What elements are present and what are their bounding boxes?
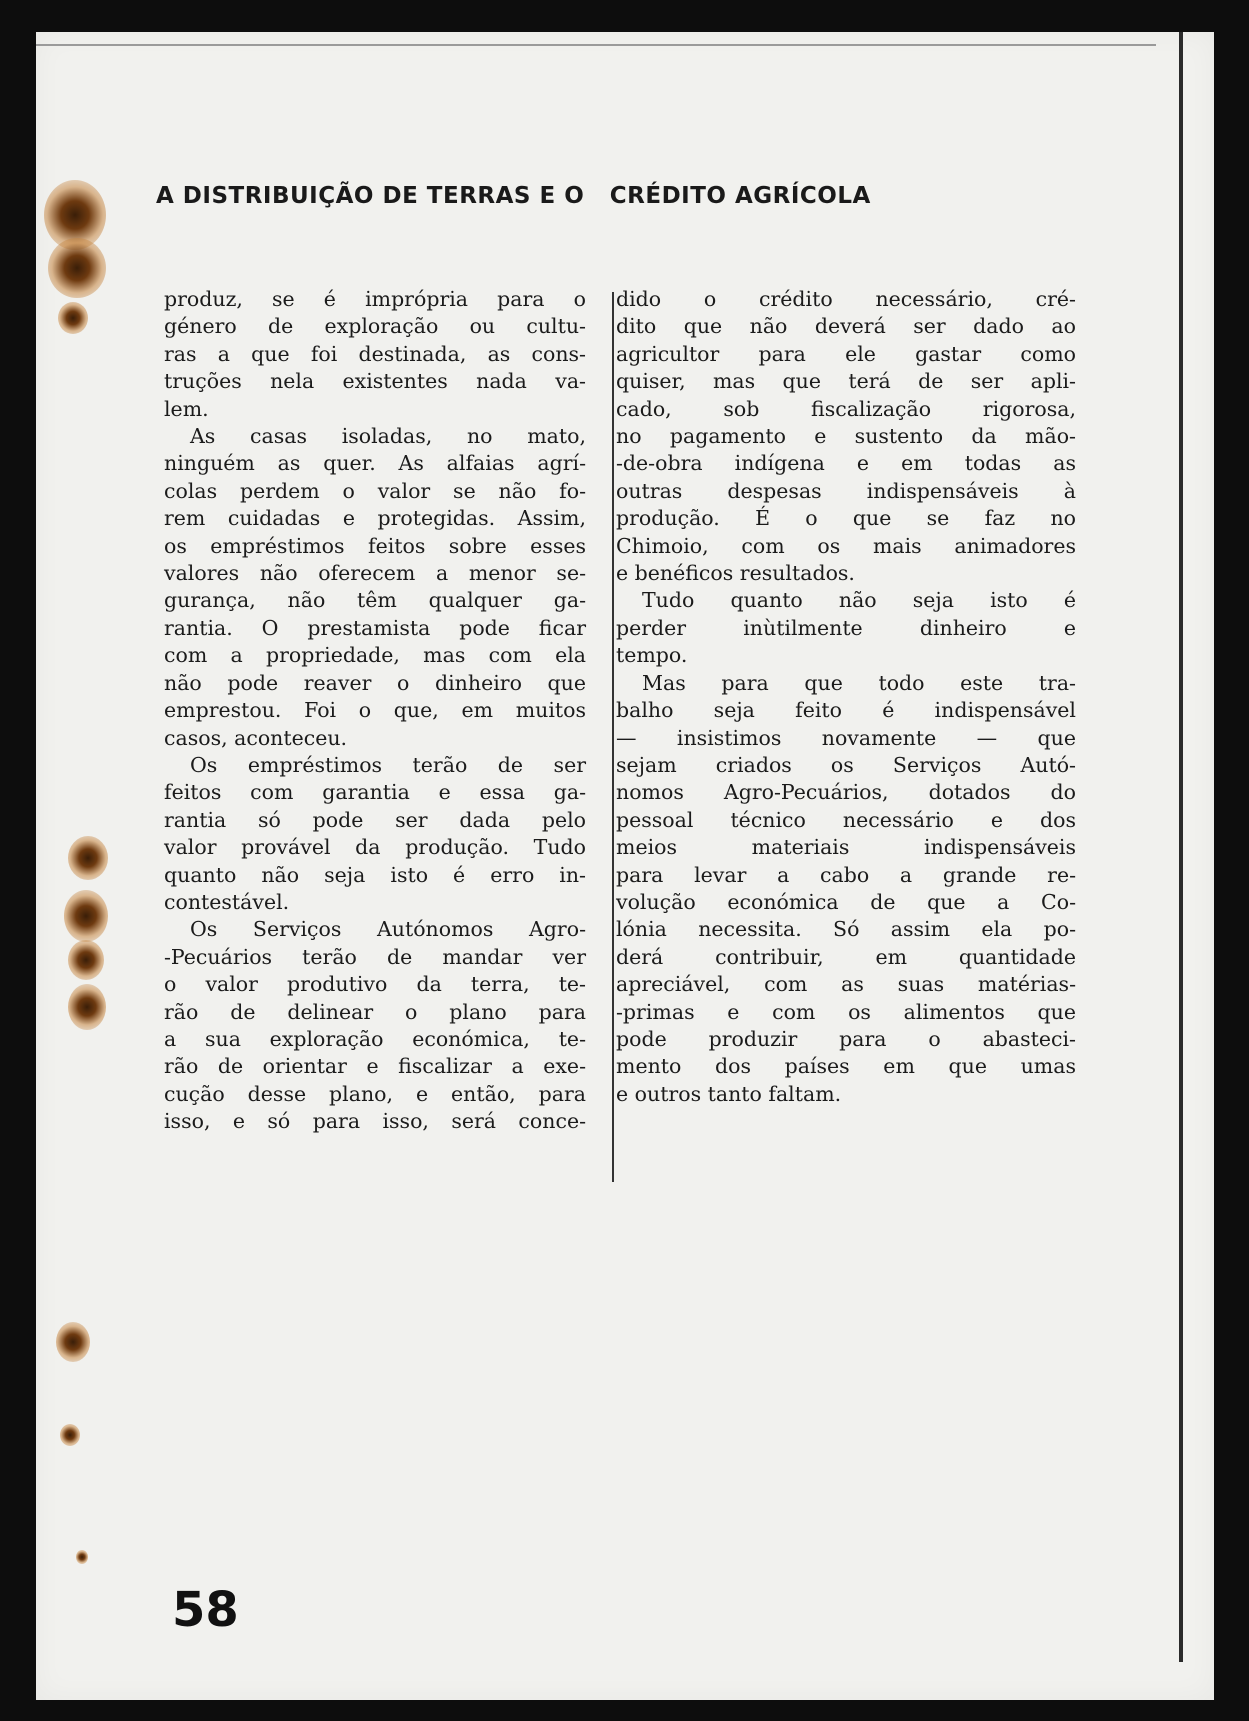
text-line: -Pecuários terão de mandar ver bbox=[164, 944, 586, 969]
text-line: rão de delinear o plano para bbox=[164, 999, 586, 1024]
text-line: para levar a cabo a grande re- bbox=[616, 862, 1076, 887]
burn-stain bbox=[58, 302, 88, 334]
text-line: no pagamento e sustento da mão- bbox=[616, 424, 1076, 449]
burn-stain bbox=[48, 238, 106, 298]
text-line: truções nela existentes nada va- bbox=[164, 369, 586, 394]
text-column-right bbox=[616, 286, 1076, 1108]
text-line: — insistimos novamente — que bbox=[616, 725, 1076, 750]
text-line: produz, se é imprópria para o bbox=[164, 287, 586, 311]
text-line: tempo. bbox=[616, 643, 688, 668]
text-line: cado, sob fiscalização rigorosa, bbox=[616, 396, 1076, 421]
text-line: mento dos países em que umas bbox=[616, 1054, 1076, 1079]
text-line: derá contribuir, em quantidade bbox=[616, 944, 1076, 969]
text-line: género de exploração ou cultu- bbox=[164, 314, 586, 339]
right-margin-rule bbox=[1179, 32, 1183, 1662]
text-line: -de-obra indígena e em todas as bbox=[616, 451, 1076, 476]
text-line: cução desse plano, e então, para bbox=[164, 1081, 586, 1106]
text-line: sejam criados os Serviços Autó- bbox=[616, 752, 1076, 777]
text-line: agricultor para ele gastar como bbox=[616, 341, 1076, 366]
top-rule bbox=[36, 44, 1156, 46]
burn-stain bbox=[76, 1550, 88, 1564]
text-line: dito que não deverá ser dado ao bbox=[616, 314, 1076, 339]
text-column-left bbox=[164, 286, 586, 1136]
text-line: volução económica de que a Co- bbox=[616, 889, 1076, 914]
text-line: apreciável, com as suas matérias- bbox=[616, 972, 1076, 997]
burn-stain bbox=[60, 1424, 80, 1446]
text-line: Tudo quanto não seja isto é bbox=[642, 588, 1076, 613]
column-divider bbox=[612, 292, 614, 1182]
text-line: valores não oferecem a menor se- bbox=[164, 561, 586, 586]
text-line: As casas isoladas, no mato, bbox=[190, 424, 586, 449]
text-line: ninguém as quer. As alfaias agrí- bbox=[164, 451, 586, 476]
article-title: A DISTRIBUIÇÃO DE TERRAS E O CRÉDITO AGRÍCOLA bbox=[156, 183, 871, 209]
text-line: lónia necessita. Só assim ela po- bbox=[616, 917, 1076, 942]
text-line: outras despesas indispensáveis à bbox=[616, 478, 1076, 503]
text-line: emprestou. Foi o que, em muitos bbox=[164, 698, 586, 723]
text-line: Os Serviços Autónomos Agro- bbox=[190, 917, 586, 942]
text-line: Os empréstimos terão de ser bbox=[190, 752, 586, 777]
burn-stain bbox=[68, 940, 104, 980]
text-line: quanto não seja isto é erro in- bbox=[164, 862, 586, 887]
text-line: os empréstimos feitos sobre esses bbox=[164, 533, 586, 558]
text-line: perder inùtilmente dinheiro e bbox=[616, 615, 1076, 640]
burn-stain bbox=[68, 836, 108, 880]
text-line: pessoal técnico necessário e dos bbox=[616, 807, 1076, 832]
text-line: pode produzir para o abasteci- bbox=[616, 1026, 1076, 1051]
text-line: feitos com garantia e essa ga- bbox=[164, 780, 586, 805]
text-line: com a propriedade, mas com ela bbox=[164, 643, 586, 668]
text-line: Chimoio, com os mais animadores bbox=[616, 533, 1076, 558]
burn-stain bbox=[68, 984, 106, 1030]
text-line: quiser, mas que terá de ser apli- bbox=[616, 369, 1076, 394]
text-line: Mas para que todo este tra- bbox=[642, 670, 1076, 695]
text-line: rem cuidadas e protegidas. Assim, bbox=[164, 506, 586, 531]
text-line: rantia. O prestamista pode ficar bbox=[164, 615, 586, 640]
burn-stain bbox=[64, 890, 108, 942]
text-line: não pode reaver o dinheiro que bbox=[164, 670, 586, 695]
burn-stain bbox=[56, 1322, 90, 1362]
text-line: lem. bbox=[164, 396, 209, 421]
page-number: 58 bbox=[172, 1582, 239, 1638]
text-line: -primas e com os alimentos que bbox=[616, 999, 1076, 1024]
text-line: balho seja feito é indispensável bbox=[616, 698, 1076, 723]
text-line: e outros tanto faltam. bbox=[616, 1081, 842, 1106]
text-line: produção. É o que se faz no bbox=[616, 506, 1076, 531]
text-line: casos, aconteceu. bbox=[164, 725, 348, 750]
text-line: rão de orientar e fiscalizar a exe- bbox=[164, 1054, 586, 1079]
text-line: isso, e só para isso, será conce- bbox=[164, 1109, 586, 1134]
text-line: nomos Agro-Pecuários, dotados do bbox=[616, 780, 1076, 805]
text-line: a sua exploração económica, te- bbox=[164, 1026, 586, 1051]
text-line: valor provável da produção. Tudo bbox=[164, 835, 586, 860]
text-line: rantia só pode ser dada pelo bbox=[164, 807, 586, 832]
text-line: contestável. bbox=[164, 889, 290, 914]
text-line: e benéficos resultados. bbox=[616, 561, 855, 586]
text-line: meios materiais indispensáveis bbox=[616, 835, 1076, 860]
text-line: dido o crédito necessário, cré- bbox=[616, 287, 1076, 311]
text-line: colas perdem o valor se não fo- bbox=[164, 478, 586, 503]
text-line: gurança, não têm qualquer ga- bbox=[164, 588, 586, 613]
text-line: ras a que foi destinada, as cons- bbox=[164, 341, 586, 366]
text-line: o valor produtivo da terra, te- bbox=[164, 972, 586, 997]
